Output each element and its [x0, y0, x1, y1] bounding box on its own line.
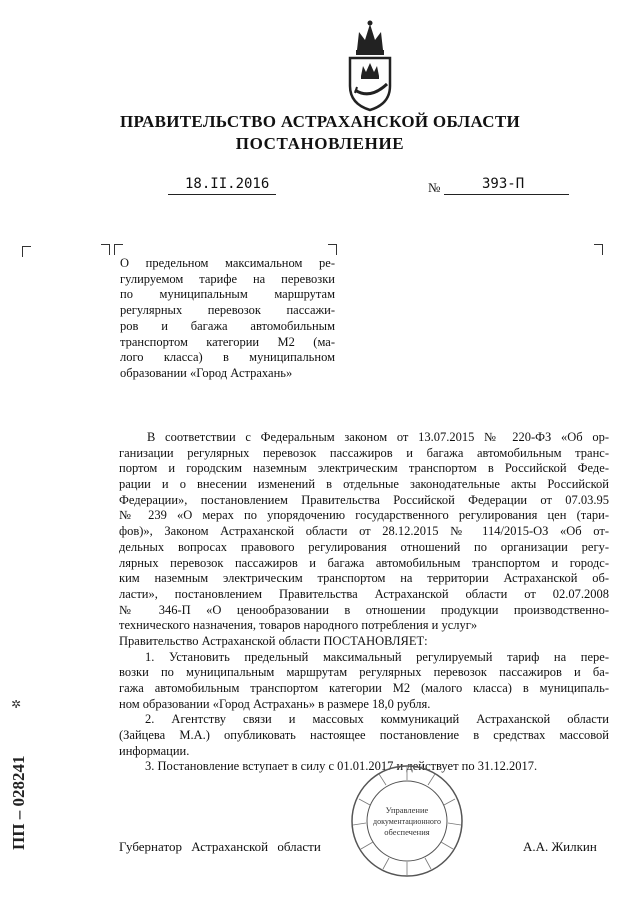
body-line: 2. Агентству связи и массовых коммуникаций Астраханской области: [145, 712, 609, 727]
body-line: фов)», Законом Астраханской области от 28.12.2015 № 114/2015-ОЗ «Об от-: [119, 524, 609, 539]
body-line: информации.: [119, 743, 190, 758]
title-line: О предельном максимальном ре-: [120, 256, 335, 270]
body-line: дельных вопросах правового регулирования отношений по организации регу-: [119, 539, 609, 554]
body-line: Федерации», постановлением Правительства Российской Федерации от 07.03.95: [119, 492, 609, 507]
signatory-name: А.А. Жилкин: [523, 839, 597, 854]
body-line: ким наземным электрическим транспортом на территории Астраханской об-: [119, 571, 609, 586]
body-line: ганизации регулярных перевозок пассажиров и багажа автомобильным транс-: [119, 445, 609, 460]
corner-mark-right: [594, 244, 603, 255]
title-line: гулируемом тарифе на перевозки: [120, 271, 335, 286]
stamp-text: документационного: [373, 817, 441, 826]
body-line: (Зайцева М.А.) опубликовать настоящее постановление в средствах массовой: [119, 728, 609, 743]
title-line: ров и багажа автомобильным: [120, 318, 335, 333]
body-line: Правительство Астраханской области ПОСТАНОВЛЯЕТ:: [119, 633, 428, 648]
decree-number: 393-П: [482, 176, 525, 192]
body-line: гажа автомобильным транспортом категории М2 (малого класса) в муниципаль-: [119, 681, 609, 695]
title-line: регулярных перевозок пассажи-: [120, 303, 335, 318]
corner-mark-title-left: [101, 244, 110, 255]
date-underline: [168, 194, 276, 195]
stamp-text: обеспечения: [384, 827, 430, 837]
body-line: рации и о внесении изменений в отдельные законодательные акты Российской: [119, 477, 609, 492]
body-line: ном образовании «Город Астрахань» в размере 18,0 рубля.: [119, 696, 431, 711]
decree-title: [120, 256, 335, 382]
signatory-role: Губернатор Астраханской области: [119, 839, 321, 854]
title-line: по муниципальным маршрутам: [120, 287, 335, 302]
body-line: ласти», постановлением Правительства Астраханской области от 02.07.2008: [119, 586, 609, 601]
body-line: № 346-П «О ценообразовании в отношении продукции производственно-: [119, 602, 609, 617]
corner-mark-title-left2: [114, 244, 123, 255]
title-line: транспортом категории М2 (ма-: [120, 334, 335, 349]
side-code-text: ПП – 028241: [9, 755, 28, 850]
decree-body: [119, 430, 609, 775]
stamp-text: Управление: [385, 805, 429, 815]
star-mark-icon: ✲: [10, 700, 22, 711]
body-line: лярных перевозок пассажиров и багажа автомобильным транспортом и городс-: [119, 555, 609, 570]
body-line: 3. Постановление вступает в силу с 01.01.2017 и действует по 31.12.2017.: [145, 759, 538, 774]
document-type: ПОСТАНОВЛЕНИЕ: [235, 134, 405, 153]
body-line: № 239 «О мерах по упорядочению государственного регулирования цен (тари-: [119, 508, 609, 523]
title-line: лого класса) в муниципальном: [120, 350, 335, 365]
corner-mark-title-right: [328, 244, 337, 255]
body-line: В соответствии с Федеральным законом от 13.07.2015 № 220-ФЗ «Об ор-: [147, 430, 609, 444]
number-sign: №: [428, 180, 441, 195]
side-serial-code: [0, 700, 38, 850]
coat-of-arms-emblem: [335, 18, 405, 113]
office-stamp: [349, 763, 465, 879]
decree-date: 18.II.2016: [185, 176, 270, 192]
title-line: образовании «Город Астрахань»: [120, 365, 293, 380]
body-line: технического назначения, товаров народного потребления и услуг»: [119, 618, 478, 633]
body-line: 1. Установить предельный максимальный регулируемый тариф на пере-: [145, 649, 609, 664]
corner-mark-left: [22, 246, 31, 257]
body-line: портом и городским наземным электрическим транспортом в Российской Феде-: [119, 461, 609, 476]
body-line: возки по муниципальным маршрутам регулярных перевозок пассажиров и ба-: [119, 665, 609, 680]
government-name: ПРАВИТЕЛЬСТВО АСТРАХАНСКОЙ ОБЛАСТИ: [120, 112, 520, 131]
number-underline: [444, 194, 569, 195]
